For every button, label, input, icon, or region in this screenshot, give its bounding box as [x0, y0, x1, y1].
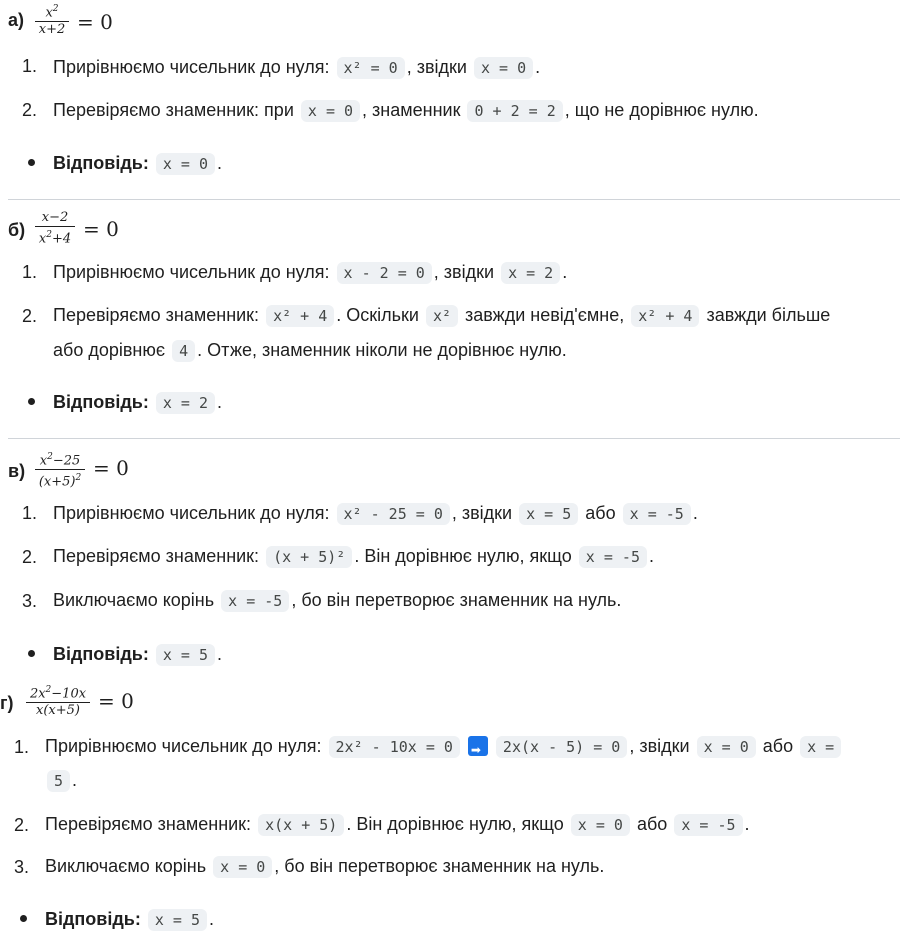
step-number: 2. — [22, 547, 38, 567]
inline-code: x = 5 — [148, 909, 207, 931]
step-c1: Прирівнюємо чисельник до нуля: x² - 25 = 0 , звідки x = 5 або x = -5 . — [53, 503, 698, 523]
inline-code: x = 0 — [571, 814, 630, 836]
step-d1-cont: 5 . — [45, 767, 77, 794]
step-number: 3. — [14, 857, 30, 877]
inline-code: 2x(x - 5) = 0 — [496, 736, 627, 758]
step-number: 1. — [22, 262, 38, 282]
inline-code: x(x + 5) — [258, 814, 344, 836]
bullet — [28, 650, 35, 657]
inline-code: 4 — [172, 340, 195, 362]
step-number: 1. — [14, 737, 30, 757]
answer-a: Відповідь: x = 0 . — [53, 153, 223, 173]
right-arrow-icon — [468, 736, 488, 756]
step-number: 2. — [22, 306, 38, 326]
inline-code: x = 0 — [213, 856, 272, 878]
section-c-label: в) — [8, 461, 26, 481]
inline-code: x = 0 — [301, 100, 360, 122]
bullet — [28, 159, 35, 166]
inline-code: x² = 0 — [337, 57, 405, 79]
section-a-label: а) — [8, 10, 25, 30]
answer-c: Відповідь: x = 5 . — [53, 644, 223, 664]
step-number: 3. — [22, 591, 38, 611]
step-number: 1. — [22, 56, 38, 76]
inline-code: x = 5 — [156, 644, 215, 666]
inline-code: 5 — [47, 770, 70, 792]
step-a2: Перевіряємо знаменник: при x = 0 , знаменник 0 + 2 = 2 , що не дорівнює нулю. — [53, 100, 759, 120]
inline-code: x = -5 — [623, 503, 691, 525]
answer-b: Відповідь: x = 2 . — [53, 392, 223, 412]
inline-code: x = 5 — [519, 503, 578, 525]
divider — [8, 438, 900, 439]
inline-code: x² - 25 = 0 — [337, 503, 450, 525]
inline-code: 0 + 2 = 2 — [467, 100, 562, 122]
inline-code: x² — [426, 305, 458, 327]
step-c2: Перевіряємо знаменник: (x + 5)² . Він дорівнює нулю, якщо x = -5 . — [53, 546, 654, 566]
step-d1: Прирівнюємо чисельник до нуля: 2x² - 10x = 0➡ 2x(x - 5) = 0 , звідки x = 0 або x = — [45, 733, 843, 760]
inline-code: x = 0 — [156, 153, 215, 175]
inline-code: x = 2 — [156, 392, 215, 414]
step-c3: Виключаємо корінь x = -5 , бо він перетворює знаменник на нуль. — [53, 590, 622, 610]
step-b2-cont: або дорівнює 4 . Отже, знаменник ніколи не дорівнює нулю. — [53, 340, 567, 360]
bullet — [20, 915, 27, 922]
inline-code: x = 0 — [474, 57, 533, 79]
inline-code: x - 2 = 0 — [337, 262, 432, 284]
step-a1: Прирівнюємо чисельник до нуля: x² = 0 , звідки x = 0 . — [53, 57, 541, 77]
bullet — [28, 398, 35, 405]
inline-code: x = 2 — [501, 262, 560, 284]
step-number: 2. — [22, 100, 38, 120]
step-number: 2. — [14, 815, 30, 835]
inline-code: x² + 4 — [266, 305, 334, 327]
step-d2: Перевіряємо знаменник: x(x + 5) . Він дорівнює нулю, якщо x = 0 або x = -5 . — [45, 814, 750, 834]
divider — [8, 199, 900, 200]
inline-code: x = — [800, 736, 841, 758]
inline-code: x = -5 — [221, 590, 289, 612]
inline-code: 2x² - 10x = 0 — [329, 736, 460, 758]
step-b2: Перевіряємо знаменник: x² + 4 . Оскільки x² завжди невід'ємне, x² + 4 завжди більше — [53, 305, 831, 325]
inline-code: (x + 5)² — [266, 546, 352, 568]
inline-code: x = -5 — [674, 814, 742, 836]
inline-code: x = 0 — [697, 736, 756, 758]
step-number: 1. — [22, 503, 38, 523]
section-b-label: б) — [8, 220, 26, 240]
inline-code: x² + 4 — [631, 305, 699, 327]
answer-d: Відповідь: x = 5 . — [45, 909, 215, 929]
section-d-label: г) — [0, 693, 14, 713]
inline-code: x = -5 — [579, 546, 647, 568]
step-b1: Прирівнюємо чисельник до нуля: x - 2 = 0 , звідки x = 2 . — [53, 262, 568, 282]
step-d3: Виключаємо корінь x = 0 , бо він перетворює знаменник на нуль. — [45, 856, 605, 876]
